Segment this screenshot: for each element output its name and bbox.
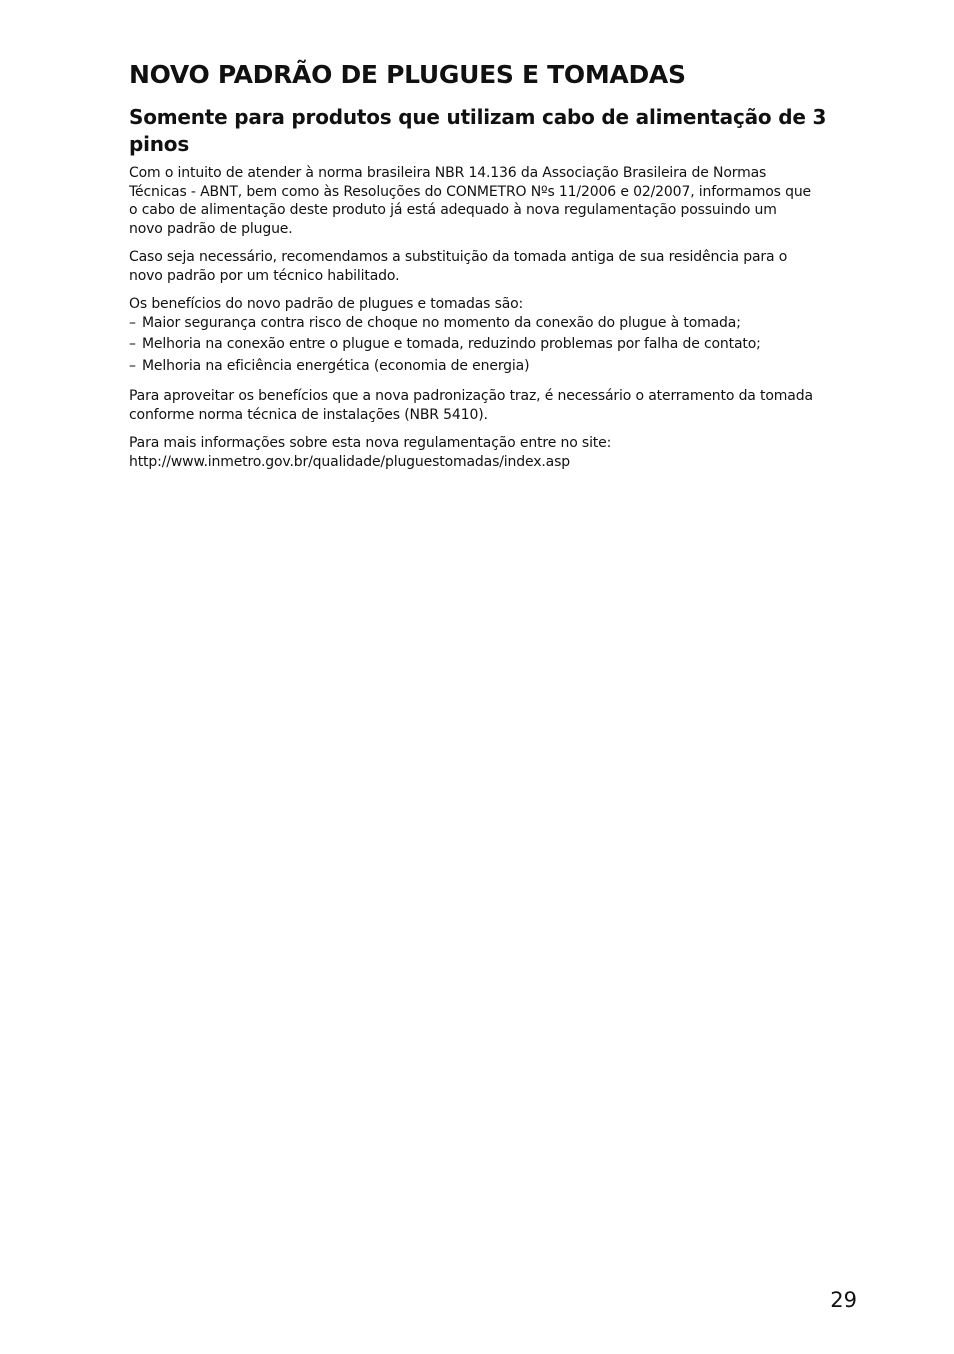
paragraph-more-info (129, 434, 859, 471)
paragraph-line: o cabo de alimentação deste produto já está adequado à nova regulamentação possuindo um (129, 202, 777, 218)
dash-bullet: – (129, 314, 136, 331)
paragraph-grounding (129, 387, 859, 424)
benefits-intro: Os benefícios do novo padrão de plugues e tomadas são: (129, 296, 524, 312)
paragraph-line: novo padrão por um técnico habilitado. (129, 267, 400, 284)
paragraph-line: Com o intuito de atender à norma brasileira NBR 14.136 da Associação Brasileira de Normas (129, 165, 767, 181)
page-number: 29 (830, 1288, 857, 1312)
list-item (129, 314, 859, 333)
benefit-text: Maior segurança contra risco de choque no momento da conexão do plugue à tomada; (142, 314, 741, 331)
list-item (129, 335, 859, 354)
paragraph-line: conforme norma técnica de instalações (NBR 5410). (129, 406, 488, 423)
subtitle-line-1: Somente para produtos que utilizam cabo de alimentação de 3 (129, 105, 827, 129)
paragraph-line: Para aproveitar os benefícios que a nova padronização traz, é necessário o aterramento da tomada (129, 388, 813, 404)
paragraph-line: Técnicas - ABNT, bem como às Resoluções do CONMETRO Nºs 11/2006 e 02/2007, informamos que (129, 183, 812, 200)
document-page (129, 58, 859, 481)
paragraph-line: novo padrão de plugue. (129, 220, 293, 237)
benefits-list (129, 314, 859, 376)
benefit-text: Melhoria na conexão entre o plugue e tomada, reduzindo problemas por falha de contato; (142, 336, 761, 352)
page-title: NOVO PADRÃO DE PLUGUES E TOMADAS (129, 60, 686, 89)
paragraph-recommendation (129, 248, 859, 285)
dash-bullet: – (129, 357, 136, 374)
paragraph-line: Caso seja necessário, recomendamos a substituição da tomada antiga de sua residência para o (129, 249, 788, 265)
paragraph-intro (129, 164, 859, 238)
benefit-text: Melhoria na eficiência energética (economia de energia) (142, 357, 530, 374)
subtitle-line-2: pinos (129, 132, 190, 156)
section-subtitle (129, 104, 859, 158)
list-item (129, 357, 859, 376)
dash-bullet: – (129, 336, 136, 352)
paragraph-line: Para mais informações sobre esta nova regulamentação entre no site: (129, 435, 612, 451)
inmetro-link[interactable]: http://www.inmetro.gov.br/qualidade/pluguestomadas/index.asp (129, 453, 570, 470)
